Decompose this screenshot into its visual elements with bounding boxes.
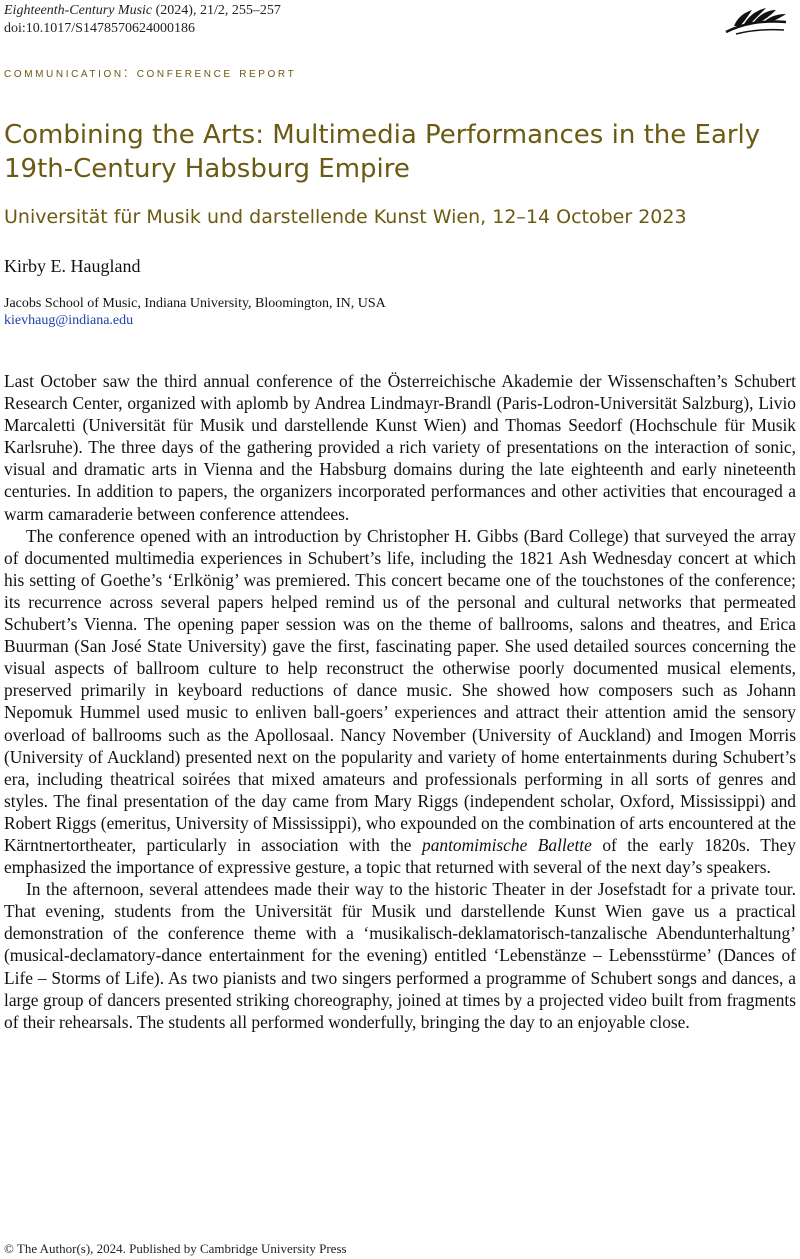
copyright-footer: © The Author(s), 2024. Published by Cambridge University Press	[4, 1241, 347, 1256]
article-body	[4, 370, 796, 1033]
paragraph-2-part-2: of the early 1820s. They emphasized the importance of expressive gesture, a topic that returned with several of the next day’s speakers.	[4, 834, 796, 878]
author-email-link[interactable]: kievhaug@indiana.edu	[4, 313, 134, 328]
section-label: communication: conference report	[4, 64, 297, 80]
paragraph-2	[4, 525, 796, 879]
journal-header	[4, 2, 281, 38]
paragraph-3: In the afternoon, several attendees made their way to the historic Theater in der Josefstadt for a private tour. That evening, students from the Universität für Musik und darstellende Kunst Wien gave us a practical demonstration of the conference theme with a ‘musikalisch-deklamatorisch-tanzalische Abendunterhaltung’ (musical-declamatory-dance entertainment for the evening) entitled ‘Lebenstänze – Lebensstürme’ (Dances of Life – Storms of Life). As two pianists and two singers performed a programme of Schubert songs and dances, a large group of dancers presented striking choreography, joined at times by a projected video built from fragments of their rehearsals. The students all performed wonderfully, bringing the day to an enjoyable close.	[4, 879, 796, 1032]
paragraph-1: Last October saw the third annual conference of the Österreichische Akademie der Wissenschaften’s Schubert Research Center, organized with aplomb by Andrea Lindmayr-Brandl (Paris-Lodron-Universität Salzburg), Livio Marcaletti (Universität für Musik und darstellende Kunst Wien) and Thomas Seedorf (Hochschule für Musik Karlsruhe). The three days of the gathering provided a rich variety of presentations on the interaction of sonic, visual and dramatic arts in Vienna and the Habsburg domains during the late eighteenth and early nineteenth centuries. In addition to papers, the organizers incorporated performances and other activities that encouraged a warm camaraderie between conference attendees.	[4, 371, 796, 524]
paragraph-2-italic-term: pantomimische Ballette	[422, 834, 592, 855]
doi: doi:10.1017/S1478570624000186	[4, 21, 195, 36]
journal-volume-info: (2024), 21/2, 255–257	[152, 3, 281, 18]
article-subtitle: Universität für Musik und darstellende Kunst Wien, 12–14 October 2023	[4, 206, 687, 228]
paragraph-2-part-1: The conference opened with an introduction by Christopher H. Gibbs (Bard College) that surveyed the array of documented multimedia experiences in Schubert’s life, including the 1821 Ash Wednesday concert at which his setting of Goethe’s ‘Erlkönig’ was premiered. This concert became one of the touchstones of the conference; its recurrence across several papers helped remind us of the personal and cultural networks that permeated Schubert’s Vienna. The opening paper session was on the theme of ballrooms, salons and theatres, and Erica Buurman (San José State University) gave the first, fascinating paper. She used detailed sources concerning the visual aspects of ballroom culture to help reconstruct the otherwise poorly documented musical elements, preserved primarily in keyboard reductions of dance music. She showed how composers such as Johann Nepomuk Hummel used music to enliven ball-goers’ experiences and attract their attention amid the sensory overload of ballrooms such as the Apollosaal. Nancy November (University of Auckland) and Imogen Morris (University of Auckland) presented next on the popularity and variety of home entertainments during Schubert’s era, including theatrical soirées that mixed amateurs and professionals performing in all sorts of genres and styles. The final presentation of the day came from Mary Riggs (independent scholar, Oxford, Mississippi) and Robert Riggs (emeritus, University of Mississippi), who expounded on the combination of arts encountered at the Kärntnertortheater, particularly in association with the	[4, 525, 796, 855]
article-title: Combining the Arts: Multimedia Performances in the Early 19th-Century Habsburg Empire	[4, 120, 761, 184]
author-affiliation: Jacobs School of Music, Indiana University, Bloomington, IN, USA	[4, 296, 386, 311]
journal-name: Eighteenth-Century Music	[4, 3, 153, 18]
journal-citation	[4, 2, 281, 20]
author-name: Kirby E. Haugland	[4, 256, 141, 276]
cambridge-press-logo-icon	[724, 4, 788, 38]
